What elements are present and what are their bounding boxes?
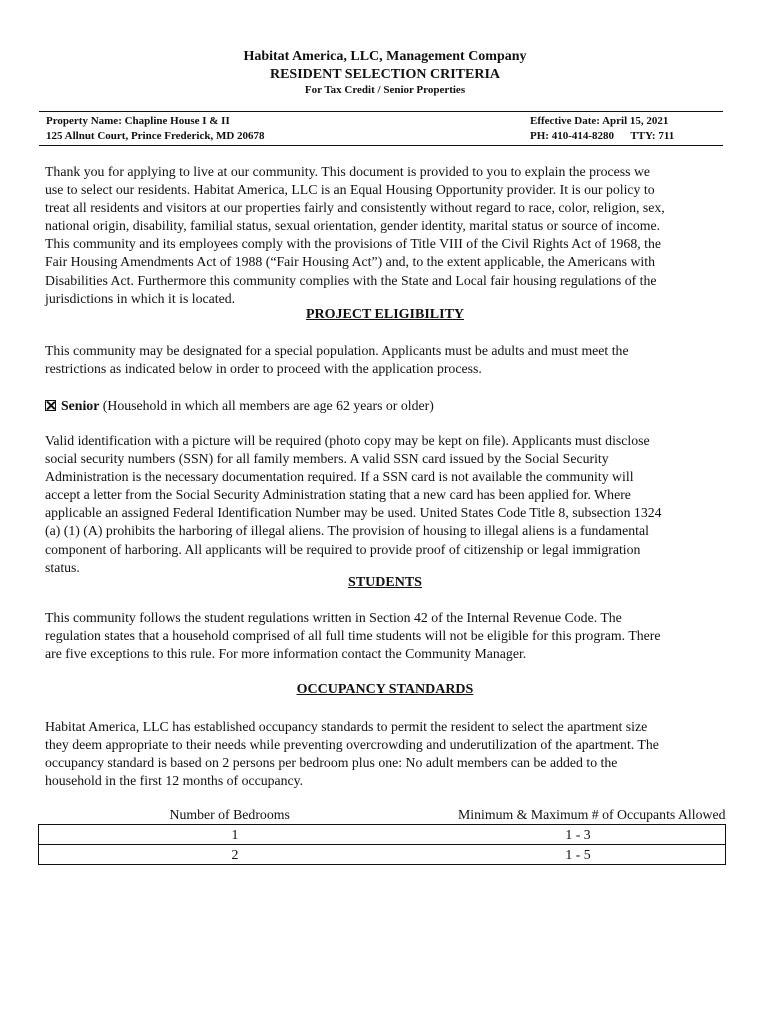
table-row bbox=[39, 825, 726, 845]
students-line: are five exceptions to this rule. For more information contact the Community Manager. bbox=[45, 646, 527, 662]
eligibility-line: This community may be designated for a special population. Applicants must be adults and must meet the bbox=[45, 343, 629, 358]
identification-line: status. bbox=[45, 559, 80, 575]
occupancy-table bbox=[38, 806, 726, 865]
intro-line: Fair Housing Amendments Act of 1988 (“Fair Housing Act”) and, to the extent applicable, the Americans with bbox=[45, 254, 655, 270]
occupants-cell: 1 - 5 bbox=[431, 845, 726, 865]
identification-line: (a) (1) (A) prohibits the harboring of illegal aliens. The provision of housing to illegal aliens is a fundamental bbox=[45, 523, 649, 539]
document-subtitle: For Tax Credit / Senior Properties bbox=[304, 84, 466, 96]
occupancy-line: occupancy standard is based on 2 persons per bedroom plus one: No adult members can be added to the bbox=[45, 755, 618, 771]
intro-line: treat all residents and visitors at our properties fairly and consistently without regard to race, color, religion, sex, bbox=[45, 200, 665, 216]
students-line: This community follows the student regulations written in Section 42 of the Internal Revenue Code. The bbox=[45, 610, 622, 625]
table-row bbox=[39, 845, 726, 865]
intro-line: jurisdictions in which it is located. bbox=[45, 290, 236, 306]
property-address: 125 Allnut Court, Prince Frederick, MD 20678 bbox=[46, 130, 265, 142]
identification-line: applicable an assigned Federal Identification Number may be used. United States Code Title 8, subsection 1324 bbox=[45, 505, 662, 521]
identification-line: Valid identification with a picture will be required (photo copy may be kept on file). Applicants must disclose bbox=[45, 433, 650, 448]
intro-paragraph bbox=[45, 163, 726, 308]
intro-line: use to select our residents. Habitat America, LLC is an Equal Housing Opportunity provider. It is our policy to bbox=[45, 182, 655, 198]
identification-line: social security numbers (SSN) for all family members. A valid SSN card issued by the Social Security bbox=[45, 451, 609, 467]
bedrooms-cell: 1 bbox=[39, 825, 432, 845]
document-title: RESIDENT SELECTION CRITERIA bbox=[269, 67, 501, 82]
company-heading: Habitat America, LLC, Management Company bbox=[243, 49, 527, 64]
intro-line: national origin, disability, familial status, sexual orientation, gender identity, marital status or source of income. bbox=[45, 218, 661, 234]
identification-line: component of harboring. All applicants will be required to provide proof of citizenship or legal immigration bbox=[45, 541, 641, 557]
eligibility-paragraph bbox=[45, 342, 726, 378]
students-heading: STUDENTS bbox=[348, 575, 422, 590]
eligibility-line: restrictions as indicated below in order to proceed with the application process. bbox=[45, 361, 482, 377]
occupancy-line: Habitat America, LLC has established occupancy standards to permit the resident to select the apartment size bbox=[45, 719, 648, 734]
occupants-cell: 1 - 3 bbox=[431, 825, 726, 845]
identification-line: accept a letter from the Social Security Administration stating that a new card has been applied for. Where bbox=[45, 487, 631, 503]
effective-date: Effective Date: April 15, 2021 bbox=[530, 115, 669, 127]
intro-line: This community and its employees comply with the provisions of Title VIII of the Civil Rights Act of 1968, the bbox=[45, 236, 661, 252]
occupancy-line: they deem appropriate to their needs while preventing overcrowding and underutilization of the apartment. The bbox=[45, 737, 659, 753]
property-name: Property Name: Chapline House I & II bbox=[46, 115, 230, 127]
senior-option bbox=[45, 397, 726, 415]
intro-line: Thank you for applying to live at our community. This document is provided to you to explain the process we bbox=[45, 164, 651, 179]
senior-description: (Household in which all members are age 62 years or older) bbox=[99, 398, 434, 413]
senior-checkbox-checked-icon[interactable] bbox=[45, 400, 56, 411]
intro-line: Disabilities Act. Furthermore this community complies with the State and Local fair housing regulations of the bbox=[45, 272, 657, 288]
property-info-box bbox=[39, 111, 723, 146]
students-paragraph bbox=[45, 609, 726, 663]
column-header-bedrooms: Number of Bedrooms bbox=[39, 806, 432, 825]
table-header-row bbox=[39, 806, 726, 825]
senior-label: Senior bbox=[61, 398, 100, 413]
phone-tty: PH: 410-414-8280 TTY: 711 bbox=[530, 130, 675, 142]
project-eligibility-heading: PROJECT ELIGIBILITY bbox=[305, 307, 465, 322]
occupancy-standards-heading: OCCUPANCY STANDARDS bbox=[296, 682, 474, 697]
identification-line: Administration is the necessary documentation required. If a SSN card is not available the community will bbox=[45, 469, 634, 485]
identification-paragraph bbox=[45, 432, 726, 577]
occupancy-paragraph bbox=[45, 718, 726, 790]
bedrooms-cell: 2 bbox=[39, 845, 432, 865]
occupancy-line: household in the first 12 months of occupancy. bbox=[45, 773, 304, 789]
students-line: regulation states that a household comprised of all full time students will not be eligible for this program. There bbox=[45, 628, 661, 644]
column-header-occupants: Minimum & Maximum # of Occupants Allowed bbox=[431, 806, 726, 825]
